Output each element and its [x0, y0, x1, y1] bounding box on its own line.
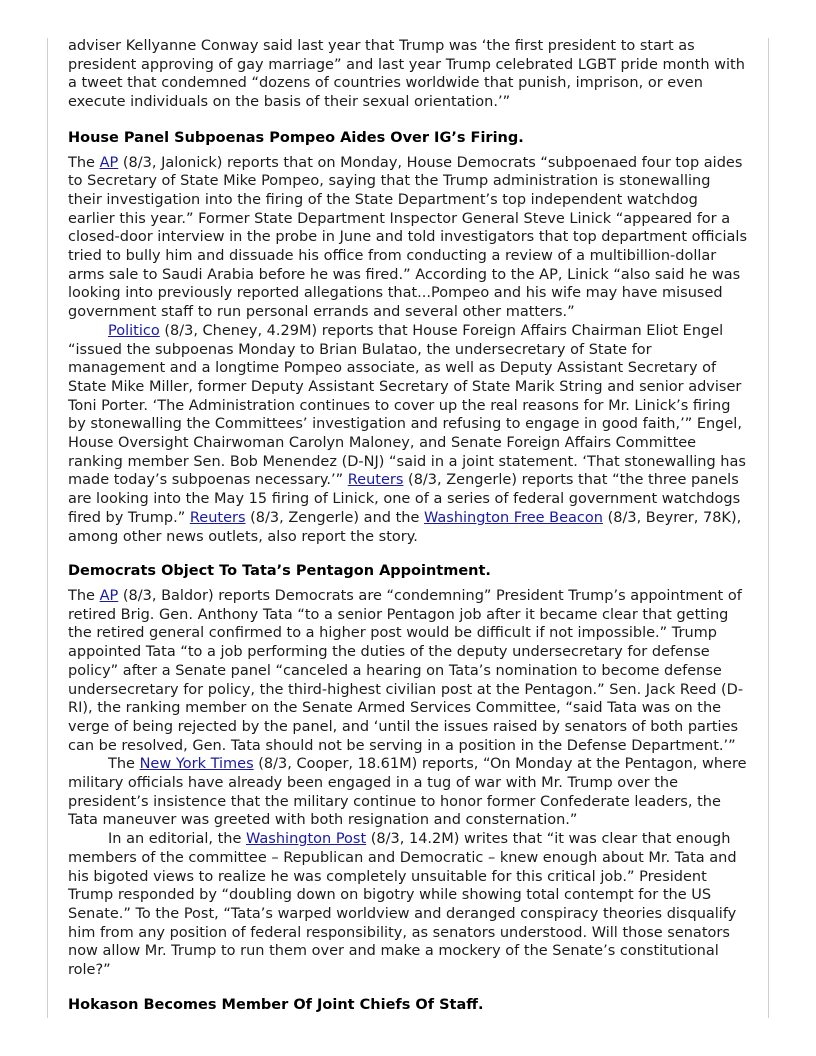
right-margin-rule: [768, 38, 769, 1018]
paragraph-prefix: The: [68, 587, 100, 604]
washington-post-link[interactable]: Washington Post: [246, 831, 367, 848]
politico-link[interactable]: Politico: [108, 322, 160, 339]
section-heading-tata: Democrats Object To Tata’s Pentagon Appointment.: [68, 563, 491, 580]
intro-paragraph: adviser Kellyanne Conway said last year that Trump was ‘the first president to start as president approving of gay marriage” and last year Trump celebrated LGBT pride month with a tweet that condemned “dozens of countries worldwide that punish, imprison, or even execute individuals on the basis of their sexual orientation.’”: [68, 38, 745, 111]
paragraph-ap-pompeo: [68, 154, 748, 322]
section-heading-hokason: Hokason Becomes Member Of Joint Chiefs Of Staff.: [68, 996, 484, 1013]
reuters-link-2[interactable]: Reuters: [189, 509, 246, 526]
paragraph-text: (8/3, Zengerle) and the: [245, 509, 424, 526]
paragraph-text: (8/3, Beyrer, 78K), among other news outlets, also report the story.: [68, 509, 742, 545]
left-margin-rule: [47, 38, 48, 1018]
paragraph-politico: [68, 322, 748, 546]
paragraph-prefix: In an editorial, the: [108, 831, 246, 848]
paragraph-text: (8/3, Jalonick) reports that on Monday, House Democrats “subpoenaed four top aides to Secretary of State Mike Pompeo, saying that the Trump administration is stonewalling their investigation into the firing of the State Department’s top independent watchdog earlier this year.” Former State Department Inspector General Steve Linick “appeared for a closed-door interview in the probe in June and told investigators that top department officials tried to bully him and dissuade his office from conducting a review of a multibillion-dollar arms sale to Saudi Arabia before he was fired.” According to the AP, Linick “also said he was looking into previously reported allegations that...Pompeo and his wife may have misused government staff to run personal errands and several other matters.”: [68, 154, 748, 321]
paragraph-text: (8/3, Zengerle) reports that “the three panels are looking into the May 15 firing of Linick, one of a series of federal government watchdogs fired by Trump.”: [68, 472, 741, 526]
paragraph-nyt: [68, 755, 748, 830]
ap-link-2[interactable]: AP: [99, 587, 119, 604]
paragraph-wapo-editorial: [68, 830, 748, 980]
document-page: [68, 37, 748, 1014]
paragraph-ap-tata: [68, 587, 748, 755]
paragraph-text: (8/3, Baldor) reports Democrats are “condemning” President Trump’s appointment of retired Brig. Gen. Anthony Tata “to a senior Pentagon job after it became clear that getting the retired general confirmed to a higher post would be difficult if not impossible.” Trump appointed Tata “to a job performing the duties of the deputy undersecretary for defense policy” after a Senate panel “canceled a hearing on Tata’s nomination to become defense undersecretary for policy, the third-highest civilian post at the Pentagon.” Sen. Jack Reed (D-RI), the ranking member on the Senate Armed Services Committee, “said Tata was on the verge of being rejected by the panel, and ‘until the issues raised by senators of both parties can be resolved, Gen. Tata should not be serving in a position in the Defense Department.’”: [68, 587, 744, 754]
section-heading-pompeo: House Panel Subpoenas Pompeo Aides Over IG’s Firing.: [68, 129, 524, 146]
paragraph-text: (8/3, Cheney, 4.29M) reports that House Foreign Affairs Chairman Eliot Engel “issued the subpoenas Monday to Brian Bulatao, the undersecretary of State for management and a longtime Pompeo associate, as well as Deputy Assistant Secretary of State Mike Miller, former Deputy Assistant Secretary of State Marik String and senior adviser Toni Porter. ‘The Administration continues to cover up the real reasons for Mr. Linick’s firing by stonewalling the Committees’ investigation and refusing to engage in good faith,’” Engel, House Oversight Chairwoman Carolyn Maloney, and Senate Foreign Affairs Committee ranking member Sen. Bob Menendez (D-NJ) “said in a joint statement. ‘That stonewalling has made today’s subpoenas necessary.’”: [68, 322, 746, 489]
paragraph-prefix: The: [108, 756, 140, 773]
reuters-link[interactable]: Reuters: [347, 472, 404, 489]
paragraph-text: (8/3, Cooper, 18.61M) reports, “On Monday at the Pentagon, where military officials have already been engaged in a tug of war with Mr. Trump over the president’s insistence that the military continue to honor former Confederate leaders, the Tata maneuver was greeted with both resignation and consternation.”: [68, 756, 747, 829]
paragraph-text: (8/3, 14.2M) writes that “it was clear that enough members of the committee – Republican and Democratic – knew enough about Mr. Tata and his bigoted views to realize he was completely unsuitable for this critical job.” President Trump responded by “doubling down on bigotry while showing total contempt for the US Senate.” To the Post, “Tata’s warped worldview and deranged conspiracy theories disqualify him from any position of federal responsibility, as senators understood. Will those senators now allow Mr. Trump to run them over and make a mockery of the Senate’s constitutional role?”: [68, 831, 737, 979]
washington-free-beacon-link[interactable]: Washington Free Beacon: [423, 509, 603, 526]
ap-link[interactable]: AP: [99, 154, 119, 171]
new-york-times-link[interactable]: New York Times: [139, 756, 254, 773]
paragraph-prefix: The: [68, 154, 100, 171]
